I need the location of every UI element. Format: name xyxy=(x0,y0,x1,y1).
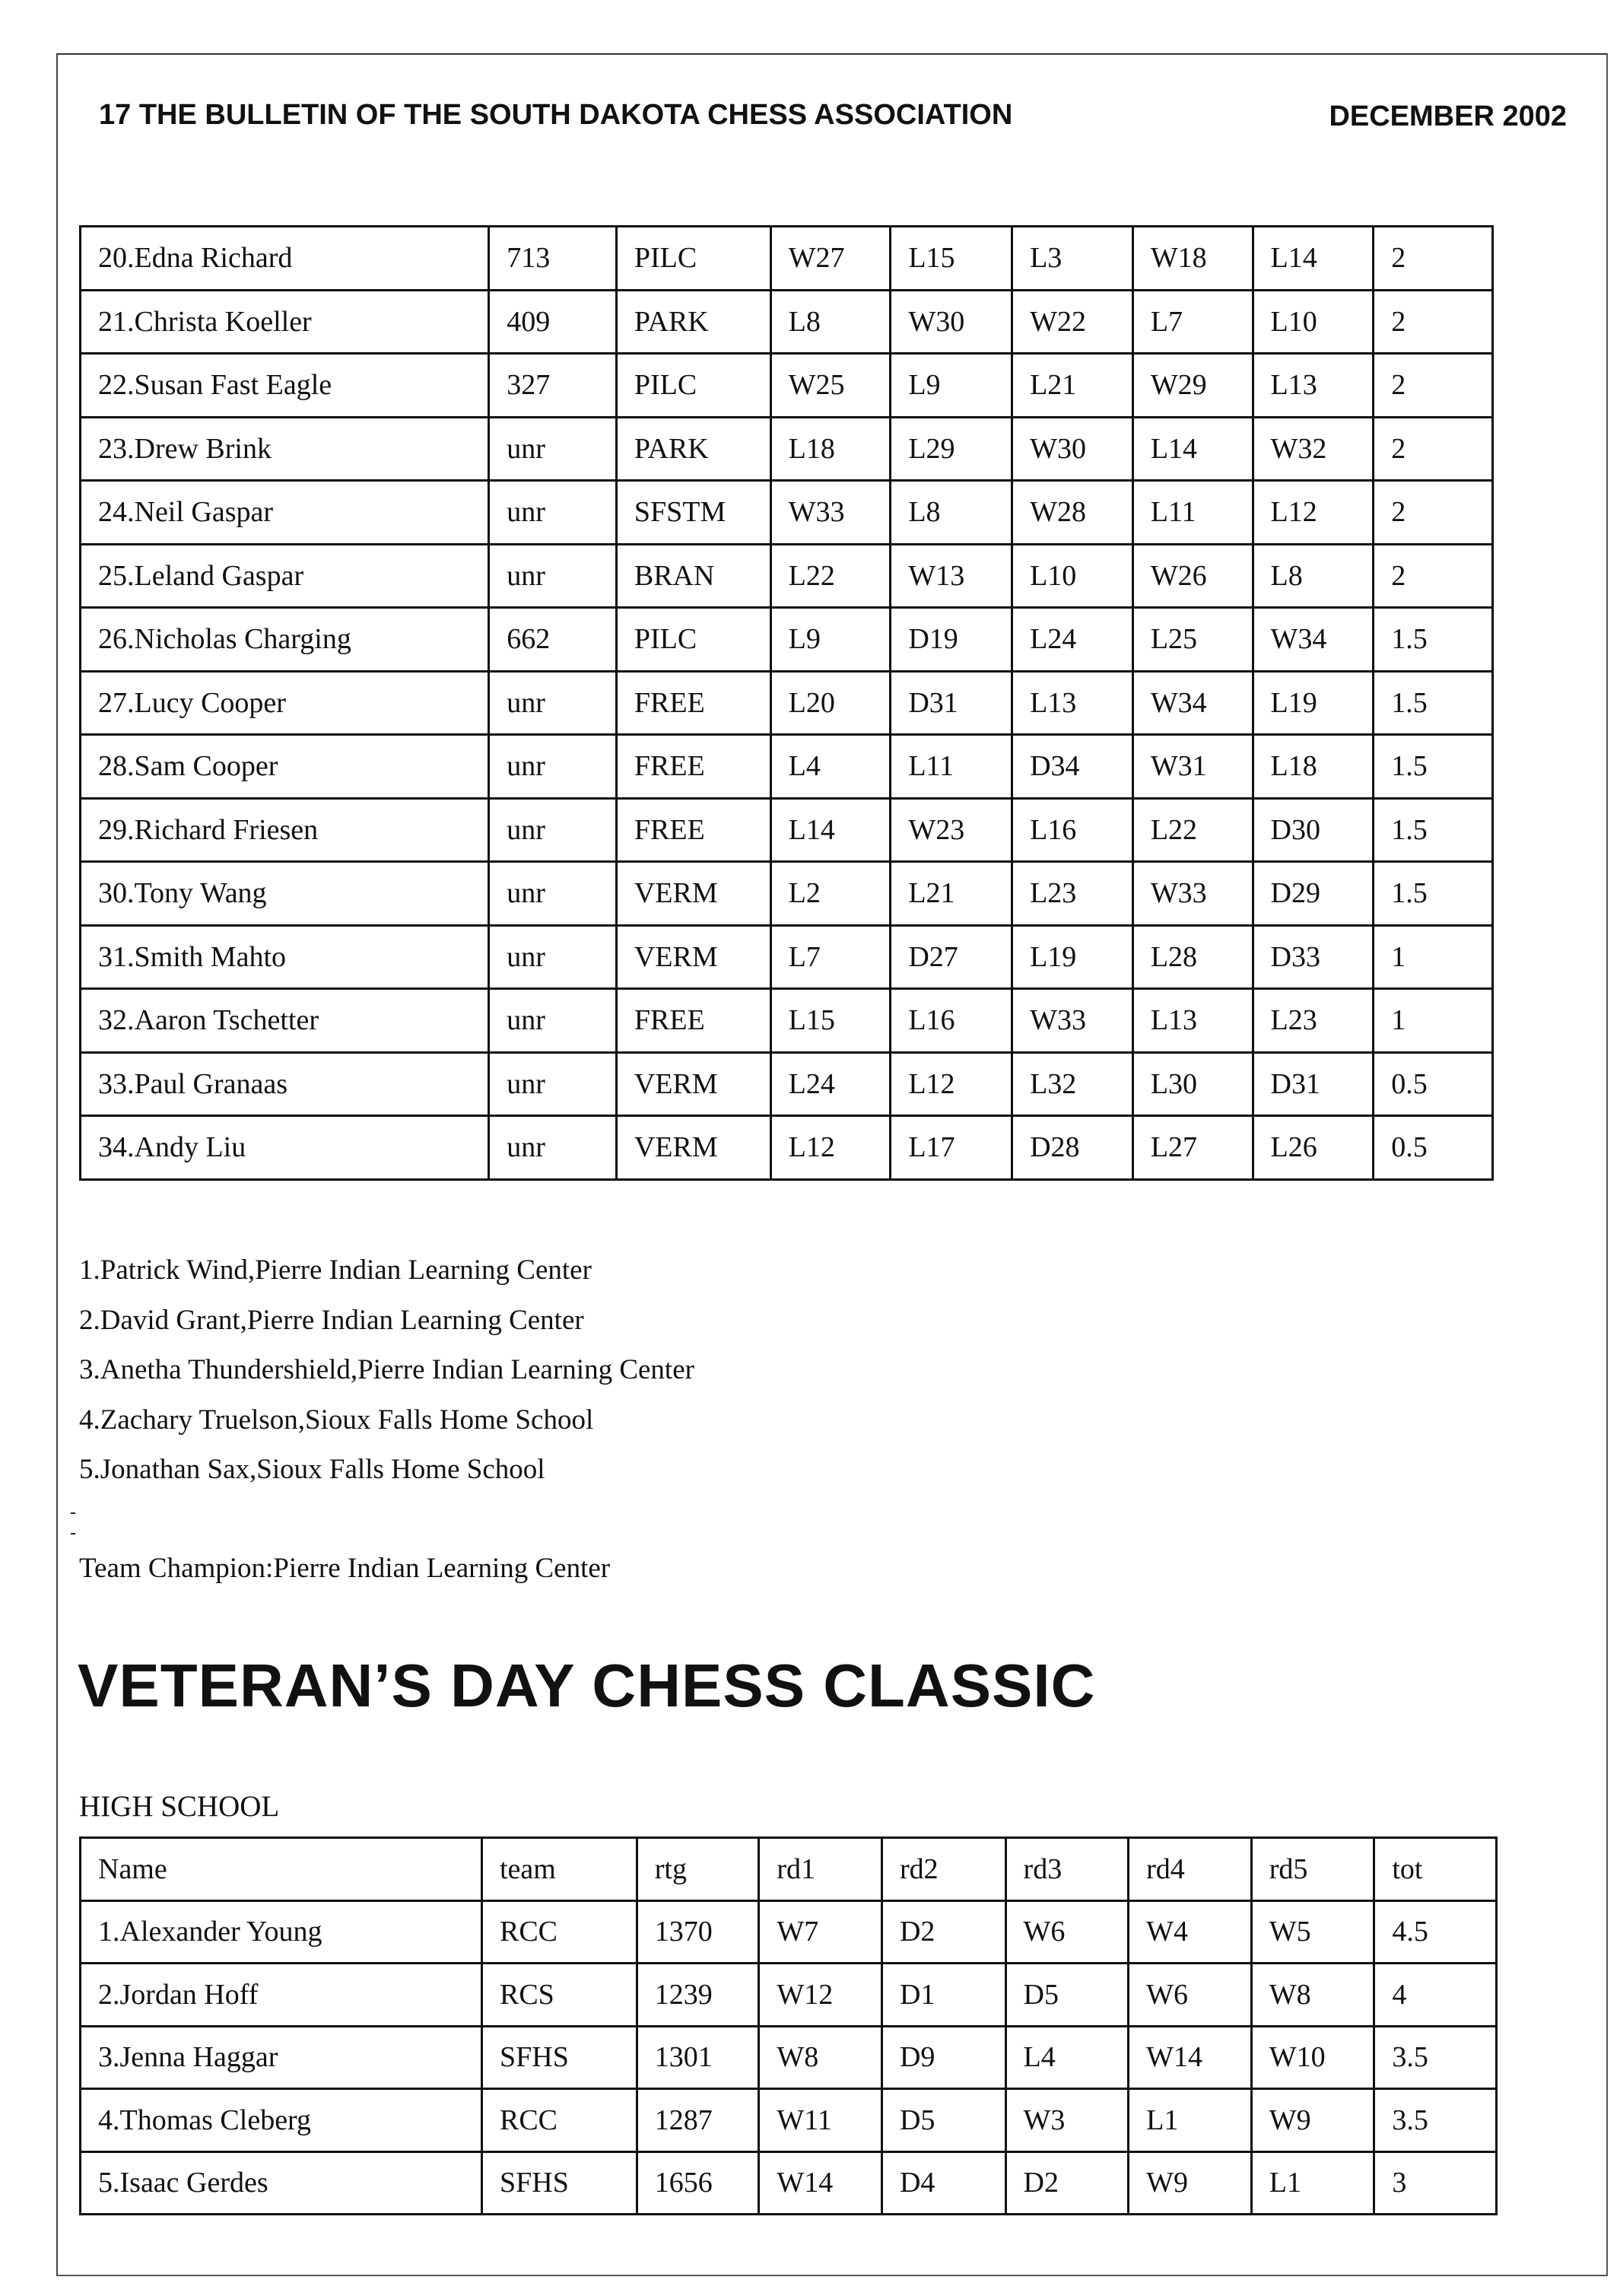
table-cell: L21 xyxy=(891,862,1012,926)
table-cell: L12 xyxy=(891,1052,1012,1116)
table-cell: L26 xyxy=(1253,1116,1374,1180)
table-cell: 20.Edna Richard xyxy=(81,227,489,291)
page-header xyxy=(99,99,1567,145)
table-cell: W34 xyxy=(1132,671,1253,735)
table-cell: W29 xyxy=(1132,354,1253,418)
table-row xyxy=(81,989,1493,1053)
table-cell: W33 xyxy=(770,481,891,545)
table-cell: SFSTM xyxy=(616,481,770,545)
table-cell: unr xyxy=(489,989,617,1053)
table-cell: L27 xyxy=(1132,1116,1253,1180)
table-cell: 23.Drew Brink xyxy=(81,417,489,481)
table-cell: W33 xyxy=(1012,989,1133,1053)
table-cell: PARK xyxy=(616,290,770,354)
table-cell: 25.Leland Gaspar xyxy=(81,544,489,608)
table-cell: PILC xyxy=(616,608,770,672)
table-cell: 4.Thomas Cleberg xyxy=(81,2089,482,2152)
table-cell: D5 xyxy=(1005,1964,1129,2027)
table-cell: D34 xyxy=(1012,735,1133,799)
table-row xyxy=(81,735,1493,799)
table-cell: SFHS xyxy=(481,2151,637,2215)
table-cell: W8 xyxy=(1251,1964,1374,2027)
high-school-label: HIGH SCHOOL xyxy=(79,1790,280,1823)
table-cell: 327 xyxy=(489,354,617,418)
table-cell: D5 xyxy=(881,2089,1005,2152)
table-cell: D28 xyxy=(1012,1116,1133,1180)
table-cell: L10 xyxy=(1253,290,1374,354)
table-cell: 28.Sam Cooper xyxy=(81,735,489,799)
table-cell: L9 xyxy=(891,354,1012,418)
table-cell: RCC xyxy=(481,2089,637,2152)
table-cell: L16 xyxy=(1012,798,1133,862)
table-cell: D29 xyxy=(1253,862,1374,926)
table-cell: PARK xyxy=(616,417,770,481)
table-cell: 22.Susan Fast Eagle xyxy=(81,354,489,418)
table-cell: W7 xyxy=(759,1900,882,1964)
table-cell: L23 xyxy=(1012,862,1133,926)
table-cell: L1 xyxy=(1251,2151,1374,2215)
table-cell: 2 xyxy=(1374,481,1493,545)
table-cell: unr xyxy=(489,481,617,545)
table-cell: 1.5 xyxy=(1374,671,1493,735)
table-row xyxy=(81,1900,1497,1964)
table-cell: 1239 xyxy=(637,1964,759,2027)
table-row xyxy=(81,925,1493,989)
table-row xyxy=(81,2151,1497,2215)
table-cell: L18 xyxy=(1253,735,1374,799)
table-cell: 30.Tony Wang xyxy=(81,862,489,926)
table-cell: L14 xyxy=(1132,417,1253,481)
table-cell: L8 xyxy=(1253,544,1374,608)
table-cell: L17 xyxy=(891,1116,1012,1180)
table-cell: FREE xyxy=(616,989,770,1053)
table-cell: L14 xyxy=(1253,227,1374,291)
list-item: 4.Zachary Truelson,Sioux Falls Home School xyxy=(79,1404,594,1436)
table-cell: L30 xyxy=(1132,1052,1253,1116)
table-cell: FREE xyxy=(616,735,770,799)
table-cell: 1.Alexander Young xyxy=(81,1900,482,1964)
table-cell: W11 xyxy=(759,2089,882,2152)
table-row xyxy=(81,481,1493,545)
table-cell: L2 xyxy=(770,862,891,926)
table-cell: W33 xyxy=(1132,862,1253,926)
table-cell: 2 xyxy=(1374,354,1493,418)
table-cell: D31 xyxy=(891,671,1012,735)
column-header: Name xyxy=(81,1838,482,1901)
table-cell: L23 xyxy=(1253,989,1374,1053)
table-cell: 1.5 xyxy=(1374,798,1493,862)
table-row xyxy=(81,544,1493,608)
standings-table xyxy=(79,225,1494,1181)
table-cell: unr xyxy=(489,735,617,799)
table-cell: W9 xyxy=(1251,2089,1374,2152)
table-cell: SFHS xyxy=(481,2026,637,2089)
table-cell: W28 xyxy=(1012,481,1133,545)
table-cell: VERM xyxy=(616,862,770,926)
table-cell: VERM xyxy=(616,925,770,989)
table-cell: unr xyxy=(489,544,617,608)
table-row xyxy=(81,862,1493,926)
table-cell: L9 xyxy=(770,608,891,672)
list-item: 5.Jonathan Sax,Sioux Falls Home School xyxy=(79,1454,545,1485)
table-cell: L12 xyxy=(770,1116,891,1180)
table-cell: L8 xyxy=(891,481,1012,545)
table-cell: L15 xyxy=(891,227,1012,291)
table-cell: 1 xyxy=(1374,925,1493,989)
table-row xyxy=(81,354,1493,418)
table-cell: L8 xyxy=(770,290,891,354)
table-cell: L28 xyxy=(1132,925,1253,989)
column-header: rd1 xyxy=(759,1838,882,1901)
table-cell: 2 xyxy=(1374,290,1493,354)
column-header: rd2 xyxy=(881,1838,1005,1901)
table-cell: D1 xyxy=(881,1964,1005,2027)
table-cell: L20 xyxy=(770,671,891,735)
table-cell: 1 xyxy=(1374,989,1493,1053)
table-row xyxy=(81,417,1493,481)
table-cell: 4 xyxy=(1374,1964,1497,2027)
table-cell: W10 xyxy=(1251,2026,1374,2089)
stray-mark: - - xyxy=(70,1503,76,1543)
table-row xyxy=(81,1052,1493,1116)
table-cell: L11 xyxy=(1132,481,1253,545)
table-cell: L7 xyxy=(1132,290,1253,354)
table-cell: W9 xyxy=(1129,2151,1252,2215)
table-cell: 27.Lucy Cooper xyxy=(81,671,489,735)
table-cell: L29 xyxy=(891,417,1012,481)
table-cell: PILC xyxy=(616,227,770,291)
table-row xyxy=(81,227,1493,291)
table-cell: PILC xyxy=(616,354,770,418)
list-item: 3.Anetha Thundershield,Pierre Indian Learning Center xyxy=(79,1354,694,1385)
table-cell: 3.5 xyxy=(1374,2026,1497,2089)
table-row xyxy=(81,290,1493,354)
table-cell: W25 xyxy=(770,354,891,418)
table-cell: L12 xyxy=(1253,481,1374,545)
individual-winners-list xyxy=(79,1251,694,1501)
table-cell: unr xyxy=(489,417,617,481)
column-header: tot xyxy=(1374,1838,1497,1901)
table-cell: W26 xyxy=(1132,544,1253,608)
list-item: 1.Patrick Wind,Pierre Indian Learning Center xyxy=(79,1255,592,1286)
table-cell: W30 xyxy=(1012,417,1133,481)
table-cell: 3.Jenna Haggar xyxy=(81,2026,482,2089)
table-cell: L15 xyxy=(770,989,891,1053)
table-cell: L4 xyxy=(1005,2026,1129,2089)
table-cell: unr xyxy=(489,671,617,735)
table-cell: FREE xyxy=(616,671,770,735)
table-cell: 662 xyxy=(489,608,617,672)
table-cell: L32 xyxy=(1012,1052,1133,1116)
issue-date: DECEMBER 2002 xyxy=(1329,100,1567,132)
table-cell: D30 xyxy=(1253,798,1374,862)
table-row xyxy=(81,2089,1497,2152)
table-cell: L3 xyxy=(1012,227,1133,291)
table-cell: 1370 xyxy=(637,1900,759,1964)
table-cell: unr xyxy=(489,925,617,989)
table-cell: W34 xyxy=(1253,608,1374,672)
table-cell: 21.Christa Koeller xyxy=(81,290,489,354)
table-row xyxy=(81,1116,1493,1180)
table-cell: L16 xyxy=(891,989,1012,1053)
table-cell: RCC xyxy=(481,1900,637,1964)
table-cell: L24 xyxy=(1012,608,1133,672)
table-cell: 409 xyxy=(489,290,617,354)
table-row xyxy=(81,671,1493,735)
table-cell: L13 xyxy=(1253,354,1374,418)
table-cell: W6 xyxy=(1129,1964,1252,2027)
table-cell: 2 xyxy=(1374,227,1493,291)
table-cell: W12 xyxy=(759,1964,882,2027)
table-row xyxy=(81,608,1493,672)
column-header: rtg xyxy=(637,1838,759,1901)
table-cell: VERM xyxy=(616,1116,770,1180)
table-cell: D9 xyxy=(881,2026,1005,2089)
table-cell: 1.5 xyxy=(1374,862,1493,926)
table-cell: D19 xyxy=(891,608,1012,672)
column-header: rd5 xyxy=(1251,1838,1374,1901)
table-cell: 713 xyxy=(489,227,617,291)
table-row xyxy=(81,798,1493,862)
table-row xyxy=(81,2026,1497,2089)
table-cell: 26.Nicholas Charging xyxy=(81,608,489,672)
table-cell: 31.Smith Mahto xyxy=(81,925,489,989)
table-cell: FREE xyxy=(616,798,770,862)
table-cell: 32.Aaron Tschetter xyxy=(81,989,489,1053)
table-cell: BRAN xyxy=(616,544,770,608)
table-cell: D2 xyxy=(881,1900,1005,1964)
table-cell: 1.5 xyxy=(1374,735,1493,799)
table-cell: W23 xyxy=(891,798,1012,862)
table-cell: 0.5 xyxy=(1374,1116,1493,1180)
table-cell: D4 xyxy=(881,2151,1005,2215)
column-header: team xyxy=(481,1838,637,1901)
table-cell: W31 xyxy=(1132,735,1253,799)
table-cell: L19 xyxy=(1253,671,1374,735)
table-cell: 1.5 xyxy=(1374,608,1493,672)
table-cell: 0.5 xyxy=(1374,1052,1493,1116)
table-cell: unr xyxy=(489,798,617,862)
table-cell: W27 xyxy=(770,227,891,291)
table-cell: L18 xyxy=(770,417,891,481)
table-cell: 2 xyxy=(1374,417,1493,481)
table-cell: W32 xyxy=(1253,417,1374,481)
table-cell: W8 xyxy=(759,2026,882,2089)
table-cell: unr xyxy=(489,862,617,926)
table-cell: W3 xyxy=(1005,2089,1129,2152)
table-cell: W14 xyxy=(1129,2026,1252,2089)
table-cell: L19 xyxy=(1012,925,1133,989)
table-cell: 3 xyxy=(1374,2151,1497,2215)
high-school-table xyxy=(79,1836,1498,2215)
table-cell: L22 xyxy=(1132,798,1253,862)
table-cell: RCS xyxy=(481,1964,637,2027)
table-row xyxy=(81,1964,1497,2027)
table-cell: 24.Neil Gaspar xyxy=(81,481,489,545)
table-cell: W22 xyxy=(1012,290,1133,354)
table-cell: L10 xyxy=(1012,544,1133,608)
table-cell: VERM xyxy=(616,1052,770,1116)
table-cell: 34.Andy Liu xyxy=(81,1116,489,1180)
table-cell: 3.5 xyxy=(1374,2089,1497,2152)
table-cell: D33 xyxy=(1253,925,1374,989)
table-cell: L21 xyxy=(1012,354,1133,418)
table-cell: 2.Jordan Hoff xyxy=(81,1964,482,2027)
table-cell: 1656 xyxy=(637,2151,759,2215)
table-cell: W18 xyxy=(1132,227,1253,291)
table-cell: L7 xyxy=(770,925,891,989)
table-cell: L13 xyxy=(1012,671,1133,735)
table-cell: unr xyxy=(489,1116,617,1180)
table-cell: L1 xyxy=(1129,2089,1252,2152)
table-cell: D2 xyxy=(1005,2151,1129,2215)
column-header: rd4 xyxy=(1129,1838,1252,1901)
table-cell: L14 xyxy=(770,798,891,862)
table-cell: W13 xyxy=(891,544,1012,608)
table-cell: 5.Isaac Gerdes xyxy=(81,2151,482,2215)
table-cell: W14 xyxy=(759,2151,882,2215)
table-cell: L25 xyxy=(1132,608,1253,672)
table-cell: L24 xyxy=(770,1052,891,1116)
table-cell: 33.Paul Granaas xyxy=(81,1052,489,1116)
table-cell: 1287 xyxy=(637,2089,759,2152)
table-cell: L4 xyxy=(770,735,891,799)
table-cell: 29.Richard Friesen xyxy=(81,798,489,862)
table-cell: L11 xyxy=(891,735,1012,799)
table-cell: L13 xyxy=(1132,989,1253,1053)
table-cell: W4 xyxy=(1129,1900,1252,1964)
team-champion: Team Champion:Pierre Indian Learning Center xyxy=(79,1553,611,1584)
table-cell: D27 xyxy=(891,925,1012,989)
table-cell: 1301 xyxy=(637,2026,759,2089)
table-cell: W6 xyxy=(1005,1900,1129,1964)
table-cell: 2 xyxy=(1374,544,1493,608)
table-cell: 4.5 xyxy=(1374,1900,1497,1964)
list-item: 2.David Grant,Pierre Indian Learning Center xyxy=(79,1304,584,1336)
column-header: rd3 xyxy=(1005,1838,1129,1901)
table-cell: unr xyxy=(489,1052,617,1116)
bulletin-title: 17 THE BULLETIN OF THE SOUTH DAKOTA CHESS ASSOCIATION xyxy=(99,99,1013,131)
table-cell: D31 xyxy=(1253,1052,1374,1116)
table-header-row xyxy=(81,1838,1497,1901)
table-cell: W5 xyxy=(1251,1900,1374,1964)
table-cell: L22 xyxy=(770,544,891,608)
table-cell: W30 xyxy=(891,290,1012,354)
section-title: VETERAN’S DAY CHESS CLASSIC xyxy=(78,1652,1096,1719)
